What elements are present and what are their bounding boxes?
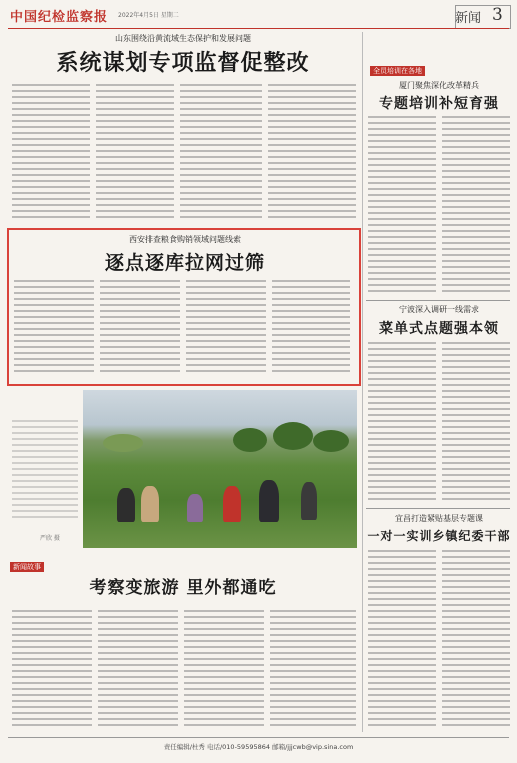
top-story-column-4 xyxy=(268,84,356,222)
issue-date: 2022年4月5日 星期二 xyxy=(118,12,179,19)
tea-field-photo xyxy=(83,390,357,548)
boxed-story-kicker: 西安排查粮食购销领域问题线索 xyxy=(129,235,241,244)
page-number: 3 xyxy=(492,5,503,25)
column-tag: 全员培训在各地 xyxy=(370,66,425,76)
right-story3-headline: 一对一实训乡镇纪委干部 xyxy=(367,529,511,543)
boxed-story-column-2 xyxy=(100,280,180,376)
right-story1-column-2 xyxy=(442,116,510,294)
right-story3-kicker: 宜昌打造紧贴基层专题课 xyxy=(395,514,483,523)
right-story1-headline: 专题培训补短育强 xyxy=(379,96,499,112)
footer-rule xyxy=(8,737,509,738)
right-story2-headline: 菜单式点题强本领 xyxy=(379,321,499,337)
right-story3-column-2 xyxy=(442,550,510,730)
top-story-headline: 系统谋划专项监督促整改 xyxy=(56,50,310,76)
section-name: 新闻 xyxy=(455,11,482,26)
feature-column-3 xyxy=(184,610,264,730)
boxed-story-column-1 xyxy=(14,280,94,376)
column-divider xyxy=(362,32,363,732)
boxed-story-column-4 xyxy=(272,280,350,376)
masthead-rule xyxy=(8,28,509,29)
photo-caption-lines xyxy=(12,420,78,520)
right-story2-kicker: 宁波深入调研一线需求 xyxy=(399,305,479,314)
right-story1-kicker: 厦门聚焦深化改革精兵 xyxy=(399,81,479,90)
right-divider-1 xyxy=(366,300,510,301)
photo-credit: 严欣 摄 xyxy=(40,535,60,542)
right-story2-column-2 xyxy=(442,342,510,502)
right-story3-column-1 xyxy=(368,550,436,730)
boxed-story-headline: 逐点逐库拉网过筛 xyxy=(104,252,265,274)
top-story-column-1 xyxy=(12,84,90,222)
right-story2-column-1 xyxy=(368,342,436,502)
feature-column-1 xyxy=(12,610,92,730)
feature-column-4 xyxy=(270,610,356,730)
footer-credits: 责任编辑/杜秀 电话/010-59595864 邮箱/jjjcwb@vip.sina.com xyxy=(163,743,354,751)
feature-tag: 新闻故事 xyxy=(10,562,44,572)
right-story1-column-1 xyxy=(368,116,436,294)
top-story-kicker: 山东围绕沿黄流域生态保护和发展问题 xyxy=(115,34,251,43)
paper-name: 中国纪检监察报 xyxy=(10,10,109,25)
top-story-column-2 xyxy=(96,84,174,222)
top-story-column-3 xyxy=(180,84,262,222)
right-divider-2 xyxy=(366,508,510,509)
feature-headline: 考察变旅游 里外都通吃 xyxy=(89,578,277,598)
boxed-story-column-3 xyxy=(186,280,266,376)
feature-column-2 xyxy=(98,610,178,730)
